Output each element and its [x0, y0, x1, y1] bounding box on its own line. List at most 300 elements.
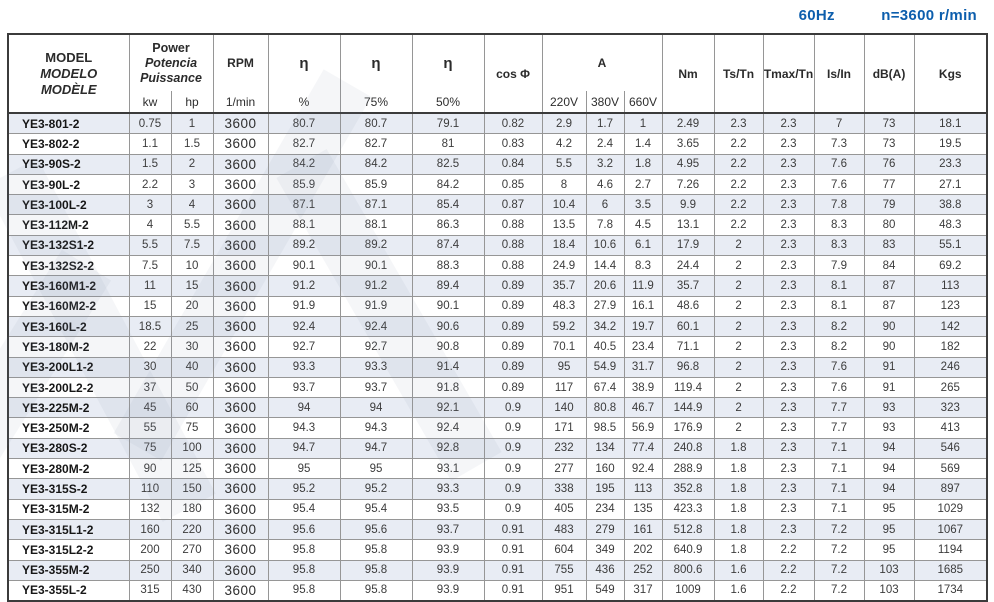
value-cell: 94.3	[268, 418, 340, 438]
value-cell: 2.2	[714, 215, 763, 235]
value-cell: 0.91	[484, 519, 542, 539]
value-cell: 82.5	[412, 154, 484, 174]
value-cell: 140	[542, 398, 586, 418]
col-header-eta-50: η	[412, 34, 484, 91]
value-cell: 27.1	[914, 174, 987, 194]
value-cell: 7.7	[814, 418, 864, 438]
value-cell: 1734	[914, 580, 987, 601]
value-cell: 90	[864, 337, 914, 357]
table-row	[8, 580, 987, 601]
value-cell: 80.7	[268, 113, 340, 134]
value-cell: 134	[586, 438, 624, 458]
value-cell: 113	[914, 276, 987, 296]
value-cell: 7.2	[814, 580, 864, 601]
value-cell: 8.2	[814, 337, 864, 357]
value-cell: 0.88	[484, 215, 542, 235]
model-cell: YE3-112M-2	[8, 215, 129, 235]
table-header	[8, 34, 987, 113]
model-cell: YE3-100L-2	[8, 195, 129, 215]
value-cell: 1.8	[714, 438, 763, 458]
value-cell: 2	[171, 154, 213, 174]
value-cell: 89.4	[412, 276, 484, 296]
value-cell: 150	[171, 479, 213, 499]
table-row	[8, 459, 987, 479]
value-cell: 95.2	[268, 479, 340, 499]
value-cell: 2	[714, 256, 763, 276]
value-cell: 2.3	[763, 377, 814, 397]
value-cell: 82.7	[268, 134, 340, 154]
value-cell: 123	[914, 296, 987, 316]
value-cell: 2.3	[763, 459, 814, 479]
value-cell: 94	[864, 459, 914, 479]
value-cell: 2.2	[714, 134, 763, 154]
value-cell: 19.5	[914, 134, 987, 154]
value-cell: 87	[864, 276, 914, 296]
value-cell: 3600	[213, 195, 268, 215]
value-cell: 3600	[213, 276, 268, 296]
value-cell: 92.4	[268, 316, 340, 336]
value-cell: 30	[171, 337, 213, 357]
value-cell: 220	[171, 519, 213, 539]
value-cell: 90	[129, 459, 171, 479]
value-cell: 4	[171, 195, 213, 215]
value-cell: 8.1	[814, 296, 864, 316]
value-cell: 2.2	[763, 540, 814, 560]
value-cell: 91	[864, 357, 914, 377]
value-cell: 91.2	[340, 276, 412, 296]
model-cell: YE3-355M-2	[8, 560, 129, 580]
value-cell: 0.91	[484, 560, 542, 580]
value-cell: 2.3	[763, 438, 814, 458]
value-cell: 8	[542, 174, 586, 194]
value-cell: 1194	[914, 540, 987, 560]
value-cell: 8.3	[814, 235, 864, 255]
model-label-en: MODEL	[45, 49, 93, 65]
value-cell: 323	[914, 398, 987, 418]
value-cell: 1.1	[129, 134, 171, 154]
value-cell: 14.4	[586, 256, 624, 276]
value-cell: 3600	[213, 316, 268, 336]
model-cell: YE3-250M-2	[8, 418, 129, 438]
value-cell: 1029	[914, 499, 987, 519]
table-row	[8, 154, 987, 174]
value-cell: 40.5	[586, 337, 624, 357]
value-cell: 88.1	[340, 215, 412, 235]
value-cell: 13.1	[662, 215, 714, 235]
value-cell: 55	[129, 418, 171, 438]
value-cell: 95.2	[340, 479, 412, 499]
value-cell: 0.88	[484, 235, 542, 255]
value-cell: 3600	[213, 154, 268, 174]
value-cell: 0.82	[484, 113, 542, 134]
value-cell: 60	[171, 398, 213, 418]
col-header-ts-tn: Ts/Tn	[714, 34, 763, 113]
power-label-fr: Puissance	[140, 70, 202, 85]
value-cell: 15	[171, 276, 213, 296]
value-cell: 2.3	[763, 174, 814, 194]
value-cell: 95.4	[268, 499, 340, 519]
value-cell: 88.3	[412, 256, 484, 276]
value-cell: 5.5	[171, 215, 213, 235]
model-cell: YE3-801-2	[8, 113, 129, 134]
value-cell: 144.9	[662, 398, 714, 418]
value-cell: 240.8	[662, 438, 714, 458]
value-cell: 0.9	[484, 418, 542, 438]
value-cell: 246	[914, 357, 987, 377]
value-cell: 800.6	[662, 560, 714, 580]
value-cell: 2.4	[586, 134, 624, 154]
value-cell: 79.1	[412, 113, 484, 134]
value-cell: 7.26	[662, 174, 714, 194]
value-cell: 3600	[213, 113, 268, 134]
value-cell: 7.2	[814, 560, 864, 580]
subheader-660v: 660V	[624, 91, 662, 113]
value-cell: 3600	[213, 499, 268, 519]
value-cell: 413	[914, 418, 987, 438]
value-cell: 113	[624, 479, 662, 499]
value-cell: 7.2	[814, 519, 864, 539]
value-cell: 93.3	[340, 357, 412, 377]
value-cell: 0.9	[484, 459, 542, 479]
value-cell: 93.5	[412, 499, 484, 519]
value-cell: 2.3	[763, 276, 814, 296]
value-cell: 2	[714, 235, 763, 255]
value-cell: 79	[864, 195, 914, 215]
value-cell: 0.89	[484, 357, 542, 377]
value-cell: 7.8	[586, 215, 624, 235]
value-cell: 20.6	[586, 276, 624, 296]
model-cell: YE3-160M1-2	[8, 276, 129, 296]
value-cell: 3600	[213, 540, 268, 560]
model-label-es: MODELO	[40, 65, 98, 81]
value-cell: 84.2	[268, 154, 340, 174]
value-cell: 3600	[213, 580, 268, 601]
value-cell: 92.7	[340, 337, 412, 357]
value-cell: 951	[542, 580, 586, 601]
value-cell: 4.2	[542, 134, 586, 154]
model-cell: YE3-160L-2	[8, 316, 129, 336]
value-cell: 85.4	[412, 195, 484, 215]
value-cell: 1.5	[129, 154, 171, 174]
value-cell: 3.5	[624, 195, 662, 215]
value-cell: 5.5	[129, 235, 171, 255]
value-cell: 2	[714, 357, 763, 377]
col-header-cos-phi: cos Φ	[484, 34, 542, 113]
value-cell: 92.4	[624, 459, 662, 479]
value-cell: 18.1	[914, 113, 987, 134]
table-row	[8, 438, 987, 458]
model-cell: YE3-280M-2	[8, 459, 129, 479]
value-cell: 4.5	[624, 215, 662, 235]
value-cell: 171	[542, 418, 586, 438]
value-cell: 60.1	[662, 316, 714, 336]
table-row	[8, 174, 987, 194]
subheader-kw: kw	[129, 91, 171, 113]
value-cell: 0.87	[484, 195, 542, 215]
subheader-rpm-unit: 1/min	[213, 91, 268, 113]
value-cell: 182	[914, 337, 987, 357]
value-cell: 0.88	[484, 256, 542, 276]
value-cell: 3600	[213, 459, 268, 479]
value-cell: 84.2	[340, 154, 412, 174]
value-cell: 10.6	[586, 235, 624, 255]
value-cell: 2.2	[714, 195, 763, 215]
value-cell: 95.8	[340, 560, 412, 580]
value-cell: 160	[129, 519, 171, 539]
table-row	[8, 235, 987, 255]
model-cell: YE3-132S1-2	[8, 235, 129, 255]
value-cell: 1.7	[586, 113, 624, 134]
value-cell: 2.3	[763, 235, 814, 255]
col-header-tmax-tn: Tmax/Tn	[763, 34, 814, 113]
value-cell: 91.9	[268, 296, 340, 316]
model-cell: YE3-180M-2	[8, 337, 129, 357]
value-cell: 7.1	[814, 459, 864, 479]
value-cell: 3600	[213, 235, 268, 255]
value-cell: 35.7	[542, 276, 586, 296]
value-cell: 93.3	[412, 479, 484, 499]
value-cell: 3600	[213, 134, 268, 154]
value-cell: 90.8	[412, 337, 484, 357]
value-cell: 0.85	[484, 174, 542, 194]
value-cell: 7.6	[814, 377, 864, 397]
value-cell: 48.3	[914, 215, 987, 235]
table-caption	[799, 7, 977, 24]
value-cell: 93.9	[412, 540, 484, 560]
table-row	[8, 256, 987, 276]
value-cell: 30	[129, 357, 171, 377]
value-cell: 95	[340, 459, 412, 479]
value-cell: 3600	[213, 357, 268, 377]
value-cell: 2.3	[763, 337, 814, 357]
value-cell: 95.6	[340, 519, 412, 539]
model-cell: YE3-315L1-2	[8, 519, 129, 539]
value-cell: 180	[171, 499, 213, 519]
table-row	[8, 519, 987, 539]
value-cell: 69.2	[914, 256, 987, 276]
value-cell: 91.4	[412, 357, 484, 377]
value-cell: 17.9	[662, 235, 714, 255]
model-cell: YE3-225M-2	[8, 398, 129, 418]
value-cell: 265	[914, 377, 987, 397]
value-cell: 2.2	[763, 560, 814, 580]
model-label-fr: MODÈLE	[40, 81, 97, 97]
value-cell: 6.1	[624, 235, 662, 255]
value-cell: 15	[129, 296, 171, 316]
value-cell: 95.4	[340, 499, 412, 519]
table-row	[8, 113, 987, 134]
value-cell: 95	[864, 519, 914, 539]
value-cell: 2.3	[763, 519, 814, 539]
value-cell: 84	[864, 256, 914, 276]
power-label-en: Power	[152, 40, 190, 55]
value-cell: 31.7	[624, 357, 662, 377]
value-cell: 7.2	[814, 540, 864, 560]
value-cell: 37	[129, 377, 171, 397]
value-cell: 95.8	[268, 540, 340, 560]
table-row	[8, 377, 987, 397]
value-cell: 7.1	[814, 438, 864, 458]
value-cell: 2.3	[763, 398, 814, 418]
col-header-dba: dB(A)	[864, 34, 914, 113]
value-cell: 90.1	[340, 256, 412, 276]
value-cell: 1	[624, 113, 662, 134]
value-cell: 0.91	[484, 580, 542, 601]
value-cell: 1009	[662, 580, 714, 601]
model-cell: YE3-90L-2	[8, 174, 129, 194]
value-cell: 8.1	[814, 276, 864, 296]
value-cell: 11.9	[624, 276, 662, 296]
value-cell: 349	[586, 540, 624, 560]
value-cell: 13.5	[542, 215, 586, 235]
value-cell: 85.9	[340, 174, 412, 194]
value-cell: 2.3	[763, 134, 814, 154]
table-row	[8, 195, 987, 215]
value-cell: 95.8	[268, 580, 340, 601]
model-cell: YE3-802-2	[8, 134, 129, 154]
value-cell: 94	[268, 398, 340, 418]
subheader-hp: hp	[171, 91, 213, 113]
table-row	[8, 134, 987, 154]
value-cell: 95	[864, 540, 914, 560]
value-cell: 86.3	[412, 215, 484, 235]
value-cell: 90.6	[412, 316, 484, 336]
value-cell: 2.2	[763, 580, 814, 601]
value-cell: 2.3	[763, 316, 814, 336]
value-cell: 135	[624, 499, 662, 519]
value-cell: 5.5	[542, 154, 586, 174]
value-cell: 7.6	[814, 154, 864, 174]
value-cell: 2.3	[763, 256, 814, 276]
value-cell: 546	[914, 438, 987, 458]
table-row	[8, 215, 987, 235]
speed-label: n=3600 r/min	[881, 7, 977, 24]
value-cell: 48.3	[542, 296, 586, 316]
col-header-is-in: Is/In	[814, 34, 864, 113]
value-cell: 89.2	[340, 235, 412, 255]
value-cell: 95.6	[268, 519, 340, 539]
value-cell: 54.9	[586, 357, 624, 377]
value-cell: 48.6	[662, 296, 714, 316]
value-cell: 94	[864, 479, 914, 499]
value-cell: 95.8	[340, 540, 412, 560]
value-cell: 3600	[213, 296, 268, 316]
col-header-model	[8, 34, 129, 113]
value-cell: 1.4	[624, 134, 662, 154]
value-cell: 1067	[914, 519, 987, 539]
value-cell: 0.83	[484, 134, 542, 154]
value-cell: 95	[864, 499, 914, 519]
value-cell: 8.3	[814, 215, 864, 235]
value-cell: 81	[412, 134, 484, 154]
value-cell: 277	[542, 459, 586, 479]
value-cell: 80.8	[586, 398, 624, 418]
model-cell: YE3-355L-2	[8, 580, 129, 601]
model-cell: YE3-90S-2	[8, 154, 129, 174]
table-row	[8, 499, 987, 519]
power-label-es: Potencia	[144, 55, 198, 70]
model-cell: YE3-200L2-2	[8, 377, 129, 397]
frequency-label: 60Hz	[798, 7, 835, 24]
value-cell: 20	[171, 296, 213, 316]
table-row	[8, 276, 987, 296]
value-cell: 7.8	[814, 195, 864, 215]
table-body	[8, 113, 987, 601]
value-cell: 4.6	[586, 174, 624, 194]
value-cell: 94.7	[268, 438, 340, 458]
value-cell: 7.6	[814, 357, 864, 377]
value-cell: 40	[171, 357, 213, 377]
value-cell: 288.9	[662, 459, 714, 479]
subheader-220v: 220V	[542, 91, 586, 113]
value-cell: 93.7	[340, 377, 412, 397]
value-cell: 897	[914, 479, 987, 499]
value-cell: 2.3	[714, 113, 763, 134]
value-cell: 3600	[213, 256, 268, 276]
value-cell: 96.8	[662, 357, 714, 377]
model-cell: YE3-200L1-2	[8, 357, 129, 377]
value-cell: 56.9	[624, 418, 662, 438]
value-cell: 93.3	[268, 357, 340, 377]
value-cell: 279	[586, 519, 624, 539]
value-cell: 59.2	[542, 316, 586, 336]
value-cell: 23.3	[914, 154, 987, 174]
model-cell: YE3-132S2-2	[8, 256, 129, 276]
value-cell: 82.7	[340, 134, 412, 154]
value-cell: 93.9	[412, 560, 484, 580]
value-cell: 95	[542, 357, 586, 377]
value-cell: 7.9	[814, 256, 864, 276]
value-cell: 34.2	[586, 316, 624, 336]
value-cell: 90	[864, 316, 914, 336]
model-cell: YE3-315M-2	[8, 499, 129, 519]
value-cell: 3600	[213, 398, 268, 418]
value-cell: 161	[624, 519, 662, 539]
value-cell: 7.3	[814, 134, 864, 154]
value-cell: 87.1	[340, 195, 412, 215]
value-cell: 95	[268, 459, 340, 479]
value-cell: 3600	[213, 418, 268, 438]
model-cell: YE3-315S-2	[8, 479, 129, 499]
value-cell: 0.75	[129, 113, 171, 134]
value-cell: 1.8	[714, 519, 763, 539]
value-cell: 270	[171, 540, 213, 560]
value-cell: 92.4	[340, 316, 412, 336]
value-cell: 338	[542, 479, 586, 499]
value-cell: 8.3	[624, 256, 662, 276]
value-cell: 2	[714, 418, 763, 438]
value-cell: 19.7	[624, 316, 662, 336]
value-cell: 2.49	[662, 113, 714, 134]
value-cell: 73	[864, 113, 914, 134]
value-cell: 1685	[914, 560, 987, 580]
value-cell: 9.9	[662, 195, 714, 215]
value-cell: 93.7	[412, 519, 484, 539]
value-cell: 4	[129, 215, 171, 235]
value-cell: 0.89	[484, 377, 542, 397]
value-cell: 0.89	[484, 316, 542, 336]
subheader-eta-50: 50%	[412, 91, 484, 113]
value-cell: 483	[542, 519, 586, 539]
value-cell: 27.9	[586, 296, 624, 316]
col-header-current: A	[542, 34, 662, 91]
value-cell: 18.4	[542, 235, 586, 255]
value-cell: 3600	[213, 377, 268, 397]
value-cell: 93.7	[268, 377, 340, 397]
value-cell: 3600	[213, 337, 268, 357]
value-cell: 92.8	[412, 438, 484, 458]
value-cell: 10	[171, 256, 213, 276]
